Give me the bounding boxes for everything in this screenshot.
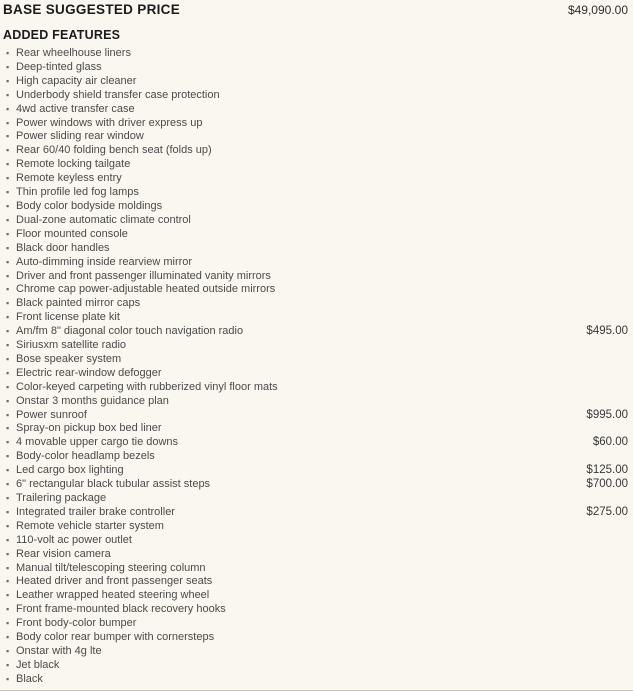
feature-label: Dual-zone automatic climate control: [16, 213, 191, 226]
feature-label: Deep-tinted glass: [16, 60, 102, 73]
feature-row: [3, 631, 628, 645]
feature-row: [3, 645, 628, 659]
bullet-icon: ▪: [6, 173, 10, 184]
feature-label: 4 movable upper cargo tie downs: [16, 436, 179, 449]
feature-label: Floor mounted console: [16, 227, 128, 240]
feature-row: [3, 478, 628, 492]
bullet-icon: ▪: [6, 493, 10, 503]
bullet-icon: ▪: [6, 159, 10, 170]
feature-label: Led cargo box lighting: [16, 464, 124, 477]
feature-row: [3, 144, 628, 158]
feature-row: [3, 256, 628, 270]
bullet-icon: ▪: [6, 632, 10, 643]
feature-row: [3, 103, 628, 117]
bullet-icon: ▪: [6, 48, 10, 58]
bullet-icon: ▪: [6, 479, 10, 490]
feature-label: 4wd active transfer case: [16, 102, 135, 115]
feature-label: Bose speaker system: [16, 352, 122, 365]
feature-row: [3, 534, 628, 548]
feature-label: Rear 60/40 folding bench seat (folds up): [16, 144, 212, 157]
bullet-icon: ▪: [6, 242, 10, 253]
feature-row: [3, 130, 628, 144]
feature-label: Rear wheelhouse liners: [16, 47, 131, 59]
feature-row: [3, 311, 628, 325]
feature-row: [3, 186, 628, 200]
bullet-icon: ▪: [6, 409, 10, 420]
feature-label: Trailering package: [16, 492, 107, 504]
bullet-icon: ▪: [6, 200, 10, 211]
bullet-icon: ▪: [6, 451, 10, 462]
feature-row: [3, 450, 628, 464]
bullet-icon: ▪: [6, 187, 10, 198]
bullet-icon: ▪: [6, 312, 10, 323]
feature-row: [3, 117, 628, 131]
bullet-icon: ▪: [6, 590, 10, 601]
bullet-icon: ▪: [6, 381, 10, 392]
bullet-icon: ▪: [6, 270, 10, 281]
feature-label: Front body-color bumper: [16, 617, 137, 630]
feature-label: 110-volt ac power outlet: [16, 533, 132, 546]
feature-label: Driver and front passenger illuminated vanity mirrors: [16, 269, 271, 282]
feature-row: [3, 367, 628, 381]
feature-row: [3, 228, 628, 242]
bullet-icon: ▪: [6, 437, 10, 448]
feature-row: [3, 242, 628, 256]
feature-price: $495.00: [586, 325, 628, 338]
feature-row: [3, 506, 628, 520]
feature-row: [3, 325, 628, 339]
feature-row: [3, 409, 628, 423]
feature-row: [3, 270, 628, 284]
feature-row: [3, 89, 628, 103]
feature-row: [3, 395, 628, 409]
bullet-icon: ▪: [6, 214, 10, 225]
feature-row: [3, 422, 628, 436]
bullet-icon: ▪: [6, 61, 10, 72]
feature-label: Remote keyless entry: [16, 172, 122, 185]
bullet-icon: ▪: [6, 520, 10, 531]
feature-label: Spray-on pickup box bed liner: [16, 422, 162, 435]
feature-label: 6" rectangular black tubular assist steps: [16, 478, 211, 491]
feature-label: Power sliding rear window: [16, 130, 144, 143]
feature-price: $995.00: [586, 408, 628, 421]
feature-row: [3, 353, 628, 367]
bullet-icon: ▪: [6, 298, 10, 309]
bullet-icon: ▪: [6, 145, 10, 156]
feature-row: [3, 158, 628, 172]
feature-price: $275.00: [586, 505, 628, 518]
feature-label: Chrome cap power-adjustable heated outside mirrors: [16, 283, 276, 296]
feature-label: Integrated trailer brake controller: [16, 505, 175, 518]
feature-label: Underbody shield transfer case protection: [16, 88, 220, 101]
bullet-icon: ▪: [6, 576, 10, 587]
feature-row: [3, 659, 628, 673]
bullet-icon: ▪: [6, 75, 10, 86]
feature-row: [3, 562, 628, 576]
feature-label: Remote vehicle starter system: [16, 519, 164, 532]
feature-label: Power sunroof: [16, 408, 87, 421]
feature-row: [3, 200, 628, 214]
feature-row: [3, 617, 628, 631]
feature-label: Body color bodyside moldings: [16, 199, 163, 212]
feature-label: Rear vision camera: [16, 547, 111, 560]
feature-label: Siriusxm satellite radio: [16, 339, 127, 352]
bullet-icon: ▪: [6, 103, 10, 114]
feature-label: Black door handles: [16, 241, 110, 254]
bullet-icon: ▪: [6, 117, 10, 128]
feature-row: [3, 589, 628, 603]
feature-label: Body-color headlamp bezels: [16, 450, 155, 463]
bullet-icon: ▪: [6, 673, 10, 684]
feature-label: Black: [16, 672, 43, 685]
feature-row: [3, 603, 628, 617]
feature-label: Color-keyed carpeting with rubberized vinyl floor mats: [16, 380, 278, 393]
feature-label: Jet black: [16, 658, 60, 671]
feature-row: [3, 464, 628, 478]
feature-row: [3, 47, 628, 61]
feature-label: Thin profile led fog lamps: [16, 186, 139, 199]
bullet-icon: ▪: [6, 131, 10, 142]
feature-label: High capacity air cleaner: [16, 74, 137, 87]
feature-label: Onstar with 4g lte: [16, 644, 102, 657]
bullet-icon: ▪: [6, 562, 10, 573]
feature-label: Front license plate kit: [16, 311, 120, 324]
feature-row: [3, 548, 628, 562]
bullet-icon: ▪: [6, 228, 10, 239]
feature-label: Heated driver and front passenger seats: [16, 575, 213, 588]
feature-label: Body color rear bumper with cornersteps: [16, 631, 215, 644]
feature-price: $125.00: [586, 464, 628, 477]
feature-label: Auto-dimming inside rearview mirror: [16, 255, 193, 268]
bullet-icon: ▪: [6, 423, 10, 434]
bullet-icon: ▪: [6, 465, 10, 476]
base-price-title: BASE SUGGESTED PRICE: [3, 2, 181, 17]
feature-row: [3, 339, 628, 353]
bullet-icon: ▪: [6, 604, 10, 615]
feature-label: Manual tilt/telescoping steering column: [16, 561, 206, 574]
bullet-icon: ▪: [6, 395, 10, 406]
feature-label: Remote locking tailgate: [16, 158, 131, 171]
feature-row: [3, 297, 628, 311]
feature-label: Am/fm 8" diagonal color touch navigation radio: [16, 325, 244, 338]
bullet-icon: ▪: [6, 659, 10, 670]
feature-label: Electric rear-window defogger: [16, 366, 162, 379]
bullet-icon: ▪: [6, 284, 10, 295]
feature-row: [3, 520, 628, 534]
bullet-icon: ▪: [6, 256, 10, 267]
feature-row: [3, 673, 628, 687]
feature-label: Black painted mirror caps: [16, 297, 141, 310]
feature-row: [3, 61, 628, 75]
feature-row: [3, 492, 628, 506]
feature-row: [3, 172, 628, 186]
base-price-row: [3, 2, 628, 17]
feature-row: [3, 283, 628, 297]
feature-price: $60.00: [592, 436, 628, 449]
base-price-value: $49,090.00: [567, 3, 628, 17]
features-list: [3, 47, 628, 687]
bullet-icon: ▪: [6, 548, 10, 559]
feature-row: [3, 436, 628, 450]
feature-price: $700.00: [586, 478, 628, 491]
feature-label: Power windows with driver express up: [16, 116, 203, 129]
feature-label: Leather wrapped heated steering wheel: [16, 589, 210, 602]
bullet-icon: ▪: [6, 618, 10, 629]
feature-row: [3, 575, 628, 589]
bullet-icon: ▪: [6, 645, 10, 656]
bullet-icon: ▪: [6, 506, 10, 517]
bullet-icon: ▪: [6, 367, 10, 378]
bullet-icon: ▪: [6, 89, 10, 100]
feature-row: [3, 214, 628, 228]
feature-label: Front frame-mounted black recovery hooks: [16, 603, 226, 616]
bullet-icon: ▪: [6, 340, 10, 351]
bullet-icon: ▪: [6, 534, 10, 545]
bullet-icon: ▪: [6, 326, 10, 337]
feature-label: Onstar 3 months guidance plan: [16, 394, 169, 407]
feature-row: [3, 381, 628, 395]
added-features-heading: ADDED FEATURES: [3, 28, 121, 42]
feature-row: [3, 75, 628, 89]
bullet-icon: ▪: [6, 353, 10, 364]
